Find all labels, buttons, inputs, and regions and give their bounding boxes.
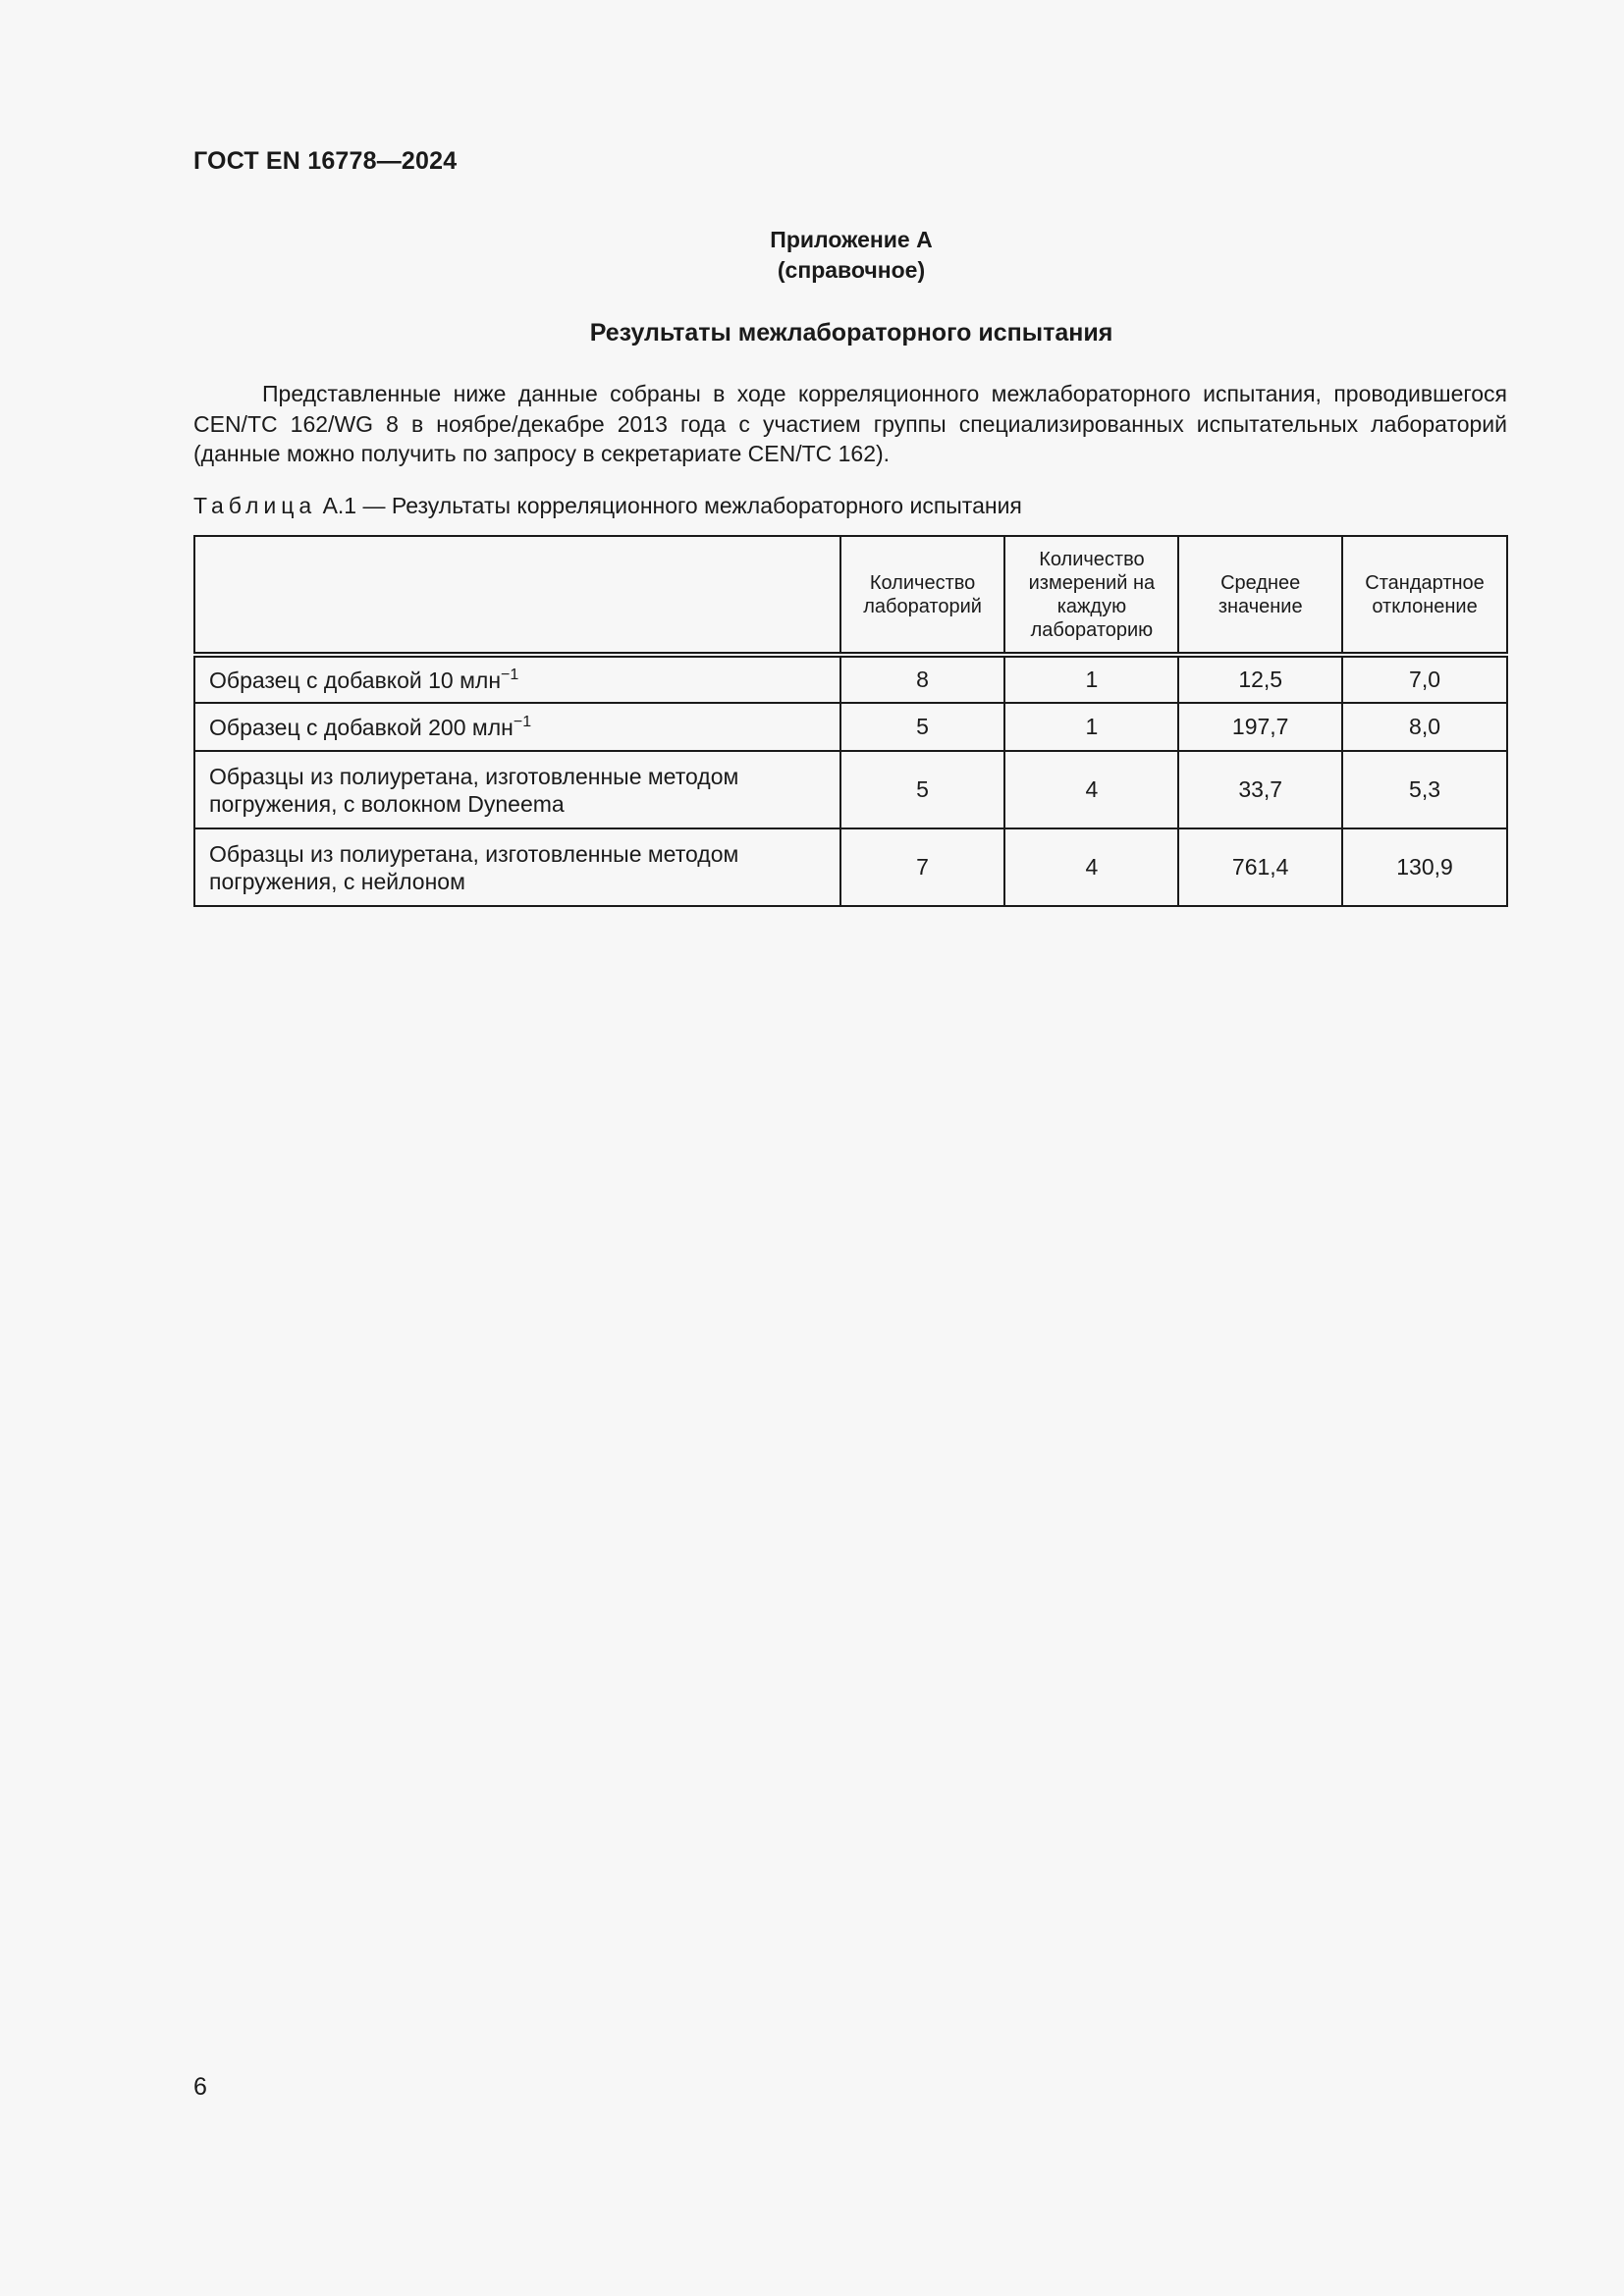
cell-measurements: 4 bbox=[1004, 751, 1178, 828]
cell-labs: 7 bbox=[840, 828, 1005, 906]
row-label: Образец с добавкой 10 млн$^{-1}$ bbox=[194, 655, 840, 703]
page-number: 6 bbox=[193, 2073, 207, 2101]
annex-title: Приложение А bbox=[770, 227, 933, 252]
header-cell-mean: Среднее значение bbox=[1178, 536, 1342, 655]
table-header-row bbox=[194, 536, 1507, 655]
cell-measurements: 1 bbox=[1004, 703, 1178, 751]
row-label: Образцы из полиуретана, изготовленные методом погружения, с нейлоном bbox=[194, 828, 840, 906]
annex-subtitle: (справочное) bbox=[777, 257, 926, 283]
cell-mean: 197,7 bbox=[1178, 703, 1342, 751]
cell-std: 5,3 bbox=[1342, 751, 1507, 828]
table-caption bbox=[193, 493, 1022, 519]
table-row bbox=[194, 655, 1507, 703]
header-cell-std: Стандартное отклонение bbox=[1342, 536, 1507, 655]
row-label: Образцы из полиуретана, изготовленные методом погружения, с волокном Dyneema bbox=[194, 751, 840, 828]
header-cell-labs: Количество лабораторий bbox=[840, 536, 1005, 655]
cell-std: 7,0 bbox=[1342, 655, 1507, 703]
superscript: −1 bbox=[513, 713, 532, 730]
row-label: Образец с добавкой 200 млн$^{-1}$ bbox=[194, 703, 840, 751]
annex-heading bbox=[0, 225, 1624, 286]
cell-std: 130,9 bbox=[1342, 828, 1507, 906]
table-caption-text: А.1 — Результаты корреляционного межлабораторного испытания bbox=[322, 493, 1022, 518]
cell-mean: 12,5 bbox=[1178, 655, 1342, 703]
table-row bbox=[194, 751, 1507, 828]
intro-paragraph: Представленные ниже данные собраны в ходе корреляционного межлабораторного испытания, проводившегося CEN/TC 162/WG 8 в ноябре/декабре 2013 года с участием группы специализированных испытательных лабораторий (данные можно получить по запросу в секретариате CEN/TC 162). bbox=[193, 381, 1507, 466]
cell-measurements: 4 bbox=[1004, 828, 1178, 906]
cell-mean: 761,4 bbox=[1178, 828, 1342, 906]
table-row bbox=[194, 828, 1507, 906]
section-title: Результаты межлабораторного испытания bbox=[589, 319, 1113, 347]
cell-mean: 33,7 bbox=[1178, 751, 1342, 828]
table-caption-prefix: Таблица bbox=[193, 493, 317, 518]
cell-labs: 5 bbox=[840, 703, 1005, 751]
table-row bbox=[194, 703, 1507, 751]
cell-labs: 5 bbox=[840, 751, 1005, 828]
header-cell-sample bbox=[194, 536, 840, 655]
cell-labs: 8 bbox=[840, 655, 1005, 703]
results-table bbox=[193, 535, 1508, 907]
cell-measurements: 1 bbox=[1004, 655, 1178, 703]
cell-std: 8,0 bbox=[1342, 703, 1507, 751]
document-code: ГОСТ EN 16778—2024 bbox=[193, 147, 458, 175]
superscript: −1 bbox=[501, 666, 519, 683]
header-cell-measurements: Количество измерений на каждую лабораторию bbox=[1004, 536, 1178, 655]
